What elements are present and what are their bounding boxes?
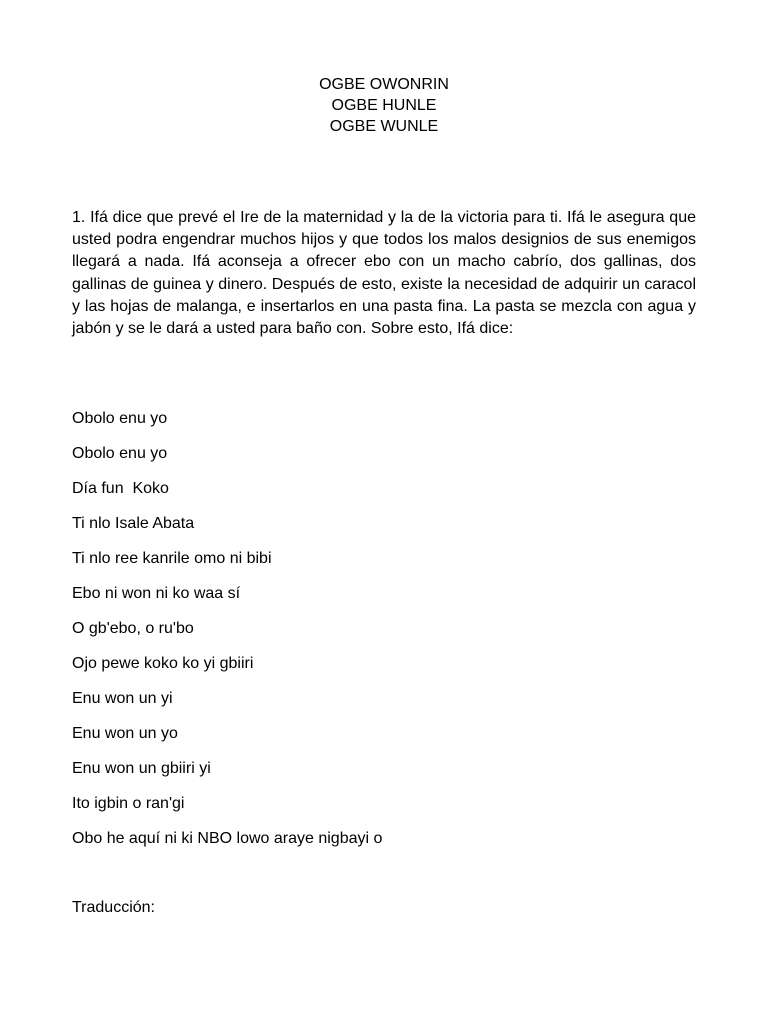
title-line: OGBE WUNLE (329, 118, 439, 135)
translation-heading: Traducción: (72, 899, 155, 916)
verse-line: Obo he aquí ni ki NBO lowo araye nigbayi o (72, 830, 383, 847)
body-paragraph: 1. Ifá dice que prevé el Ire de la maternidad y la de la victoria para ti. Ifá le asegura que usted podra engendrar muchos hijos y que todos los malos designios de sus enemigos llegará a nada. Ifá aconseja a ofrecer ebo con un macho cabrío, dos gallinas, dos gallinas de guinea y dinero. Después de esto, existe la necesidad de adquirir un caracol y las hojas de malanga, e insertarlos en una pasta fina. La pasta se mezcla con agua y jabón y se le dará a usted para baño con. Sobre esto, Ifá dice: (72, 209, 696, 338)
title-line: OGBE HUNLE (331, 97, 437, 114)
verse-line: Ojo pewe koko ko yi gbiiri (72, 655, 254, 672)
verse-line: Día fun Koko (72, 480, 169, 497)
verse-list (72, 408, 696, 863)
verse-line: Enu won un gbiiri yi (72, 760, 211, 777)
verse-line: O gb'ebo, o ru'bo (72, 620, 194, 637)
verse-line: Obolo enu yo (72, 445, 168, 462)
verse-line: Ito igbin o ran'gi (72, 795, 185, 812)
verse-line: Ti nlo Isale Abata (72, 515, 195, 532)
verse-line: Ebo ni won ni ko waa sí (72, 585, 241, 602)
title-line: OGBE OWONRIN (319, 76, 449, 93)
verse-line: Enu won un yi (72, 690, 173, 707)
verse-line: Ti nlo ree kanrile omo ni bibi (72, 550, 272, 567)
verse-line: Enu won un yo (72, 725, 178, 742)
verse-line: Obolo enu yo (72, 410, 168, 427)
document-title (0, 74, 768, 137)
